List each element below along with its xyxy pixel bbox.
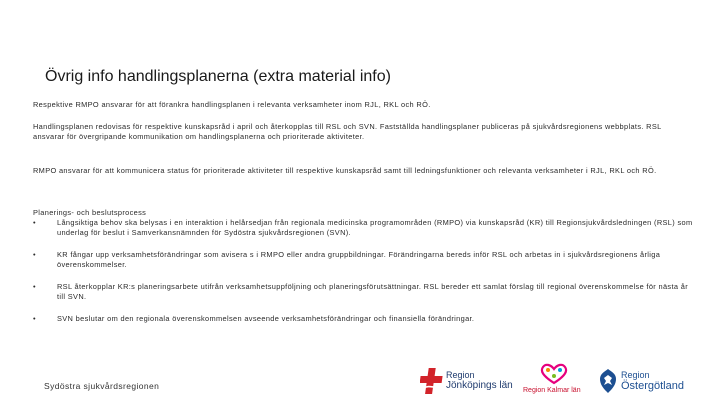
- cross-icon: [420, 366, 446, 396]
- bullet-marker: •: [33, 250, 36, 259]
- griffin-emblem-icon: [598, 368, 618, 394]
- bullet-text: KR fångar upp verksamhetsförändringar som avisera s i RMPO eller andra gruppbildningar. Förändringarna bereds inför RSL och arbetas in i sjukvårdsregionens årliga överenskommelser.: [57, 250, 661, 269]
- kalmar-logo-text: Region Kalmar län: [523, 387, 581, 394]
- paragraph-rmpo-kommunikation: RMPO ansvarar för att kommunicera status för prioriterade aktiviteter till respektive kunskapsråd samt till ledningsfunktioner och relevanta verksamheter i RJL, RKL och RÖ.: [33, 166, 657, 175]
- slide-title: Övrig info handlingsplanerna (extra material info): [45, 68, 391, 85]
- heart-icon: [539, 363, 569, 385]
- bullet-marker: •: [33, 314, 36, 323]
- region-ostergotland-logo: [596, 362, 716, 396]
- region-jonkoping-logo: [420, 362, 513, 396]
- region-kalmar-logo: [519, 362, 591, 396]
- section-heading-process: Planerings- och beslutsprocess: [33, 208, 147, 217]
- jonkoping-logo-line1: Region: [446, 370, 475, 380]
- footer-organization: Sydöstra sjukvårdsregionen: [44, 381, 160, 391]
- ostergotland-logo-line1: Region: [621, 370, 650, 380]
- bullet-marker: •: [33, 282, 36, 291]
- bullet-text: RSL återkopplar KR:s planeringsarbete utifrån verksamhetsuppföljning och planeringsförutsättningar. RSL bereder ett samlat förslag till regional överenskommelse för nästa år till SVN.: [57, 282, 689, 301]
- bullet-list-item: [33, 218, 693, 237]
- bullet-text: SVN beslutar om den regionala överenskommelsen avseende verksamhetsförändringar och finansiella förändringar.: [57, 314, 475, 323]
- bullet-list-item: [33, 250, 693, 269]
- paragraph-handlingsplan-redovisning: Handlingsplanen redovisas för respektive kunskapsråd i april och återkopplas till RSL och SVN. Fastställda handlingsplaner publiceras på sjukvårdsregionens webbplats. RSL ansvarar för övergripande kommunikation om handlingsplanerna och prioriterade aktiviteter.: [33, 122, 662, 141]
- bullet-marker: •: [33, 218, 36, 227]
- paragraph-rmpo-responsibility: Respektive RMPO ansvarar för att förankra handlingsplanen i relevanta verksamheter inom RJL, RKL och RÖ.: [33, 100, 431, 109]
- bullet-text: Långsiktiga behov ska belysas i en interaktion i helårsedjan från regionala medicinska programområden (RMPO) via kunskapsråd (KR) till Regionsjukvårdsledningen (RSL) som underlag för beslut i Samverkansnämnden för Sydöstra sjukvårdsregionen (SVN).: [57, 218, 693, 237]
- jonkoping-logo-line2: Jönköpings län: [446, 380, 513, 391]
- ostergotland-logo-line2: Östergötland: [621, 380, 684, 392]
- bullet-list-item: [33, 314, 693, 324]
- bullet-list-item: [33, 282, 693, 301]
